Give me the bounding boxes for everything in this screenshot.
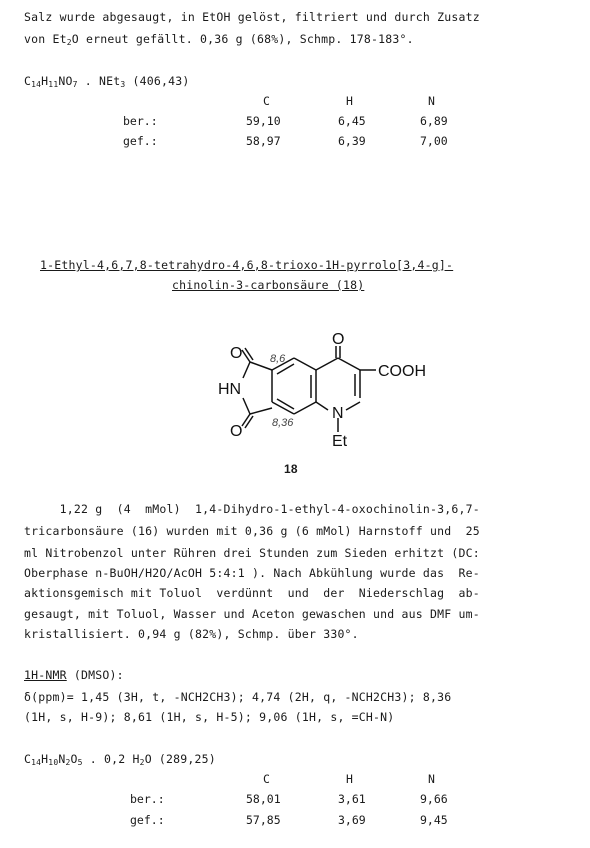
- formula-part: O: [70, 752, 78, 766]
- para2-line: tricarbonsäure (16) wurden mit 0,36 g (6 mMol) Harnstoff und 25: [24, 524, 480, 538]
- handwritten-shifts: [270, 353, 294, 429]
- formula-part: NO: [58, 74, 73, 88]
- row-label: gef.:: [123, 134, 158, 148]
- cell: 58,97: [246, 134, 281, 148]
- compound-number-label: 18: [284, 462, 298, 476]
- col-header-n: N: [428, 94, 435, 108]
- molecular-formula-1: [24, 74, 190, 89]
- para1-line2: [24, 32, 414, 47]
- row-label: gef.:: [130, 813, 165, 827]
- formula-part: O (289,25): [144, 752, 216, 766]
- atom-label: N: [332, 405, 344, 422]
- subscript: 3: [120, 80, 126, 89]
- molecular-formula-2: [24, 752, 216, 767]
- cell: 6,89: [420, 114, 448, 128]
- para2-line: gesaugt, mit Toluol, Wasser und Aceton gewaschen und aus DMF um-: [24, 607, 480, 621]
- subscript: 2: [139, 758, 145, 767]
- nmr-heading: [24, 668, 124, 682]
- atom-label: O: [230, 423, 243, 440]
- atom-label: O: [230, 345, 243, 362]
- cell: 6,45: [338, 114, 366, 128]
- atom-label: COOH: [378, 363, 426, 380]
- handwritten-note: 8,36: [272, 417, 294, 429]
- subscript: 2: [66, 38, 72, 47]
- chemical-structure-diagram: [200, 330, 430, 480]
- structure-bonds: [242, 346, 376, 432]
- subscript: 5: [77, 758, 83, 767]
- nmr-solvent: (DMSO):: [66, 668, 124, 682]
- col-header-n: N: [428, 772, 435, 786]
- row-label: ber.:: [123, 114, 158, 128]
- nmr-heading-label: 1H-NMR: [24, 668, 67, 682]
- formula-part: H: [41, 752, 49, 766]
- atom-label: Et: [332, 433, 348, 450]
- subscript: 10: [48, 758, 59, 767]
- para2-line: Oberphase n-BuOH/H2O/AcOH 5:4:1 ). Nach Abkühlung wurde das Re-: [24, 566, 480, 580]
- formula-part: . NEt: [77, 74, 121, 88]
- cell: 9,66: [420, 792, 448, 806]
- formula-part: N: [58, 752, 66, 766]
- cell: 6,39: [338, 134, 366, 148]
- text-part: O erneut gefällt. 0,36 g (68%), Schmp. 178-183°.: [71, 32, 414, 46]
- text-part: von Et: [24, 32, 67, 46]
- cell: 3,69: [338, 813, 366, 827]
- compound-title-line1: 1-Ethyl-4,6,7,8-tetrahydro-4,6,8-trioxo-1H-pyrrolo[3,4-g]-: [40, 258, 454, 272]
- cell: 9,45: [420, 813, 448, 827]
- cell: 58,01: [246, 792, 281, 806]
- subscript: 11: [48, 80, 59, 89]
- col-header-h: H: [346, 772, 353, 786]
- nmr-line2: (1H, s, H-9); 8,61 (1H, s, H-5); 9,06 (1H, s, =CH-N): [24, 710, 395, 724]
- col-header-c: C: [263, 772, 270, 786]
- atom-label: O: [332, 331, 345, 348]
- formula-part: C: [24, 74, 32, 88]
- subscript: 2: [65, 758, 71, 767]
- cell: 59,10: [246, 114, 281, 128]
- subscript: 7: [72, 80, 78, 89]
- cell: 3,61: [338, 792, 366, 806]
- subscript: 14: [31, 758, 42, 767]
- structure-atoms: [218, 331, 426, 450]
- para2-line: 1,22 g (4 mMol) 1,4-Dihydro-1-ethyl-4-oxochinolin-3,6,7-: [24, 502, 480, 516]
- col-header-h: H: [346, 94, 353, 108]
- formula-part: C: [24, 752, 32, 766]
- subscript: 14: [31, 80, 42, 89]
- formula-part: . 0,2 H: [82, 752, 140, 766]
- formula-part: H: [41, 74, 49, 88]
- atom-label: HN: [218, 381, 242, 398]
- formula-part: (406,43): [125, 74, 190, 88]
- nmr-line1: δ(ppm)= 1,45 (3H, t, -NCH2CH3); 4,74 (2H, q, -NCH2CH3); 8,36: [24, 690, 452, 704]
- col-header-c: C: [263, 94, 270, 108]
- para2-line: ml Nitrobenzol unter Rühren drei Stunden zum Sieden erhitzt (DC:: [24, 546, 480, 560]
- row-label: ber.:: [130, 792, 165, 806]
- cell: 7,00: [420, 134, 448, 148]
- compound-title-line2: chinolin-3-carbonsäure (18): [172, 278, 365, 292]
- para1-line1: Salz wurde abgesaugt, in EtOH gelöst, filtriert und durch Zusatz: [24, 10, 480, 24]
- handwritten-note: 8,6: [270, 353, 286, 365]
- para2-line: aktionsgemisch mit Toluol verdünnt und der Niederschlag ab-: [24, 586, 480, 600]
- para2-line: kristallisiert. 0,94 g (82%), Schmp. über 330°.: [24, 627, 359, 641]
- cell: 57,85: [246, 813, 281, 827]
